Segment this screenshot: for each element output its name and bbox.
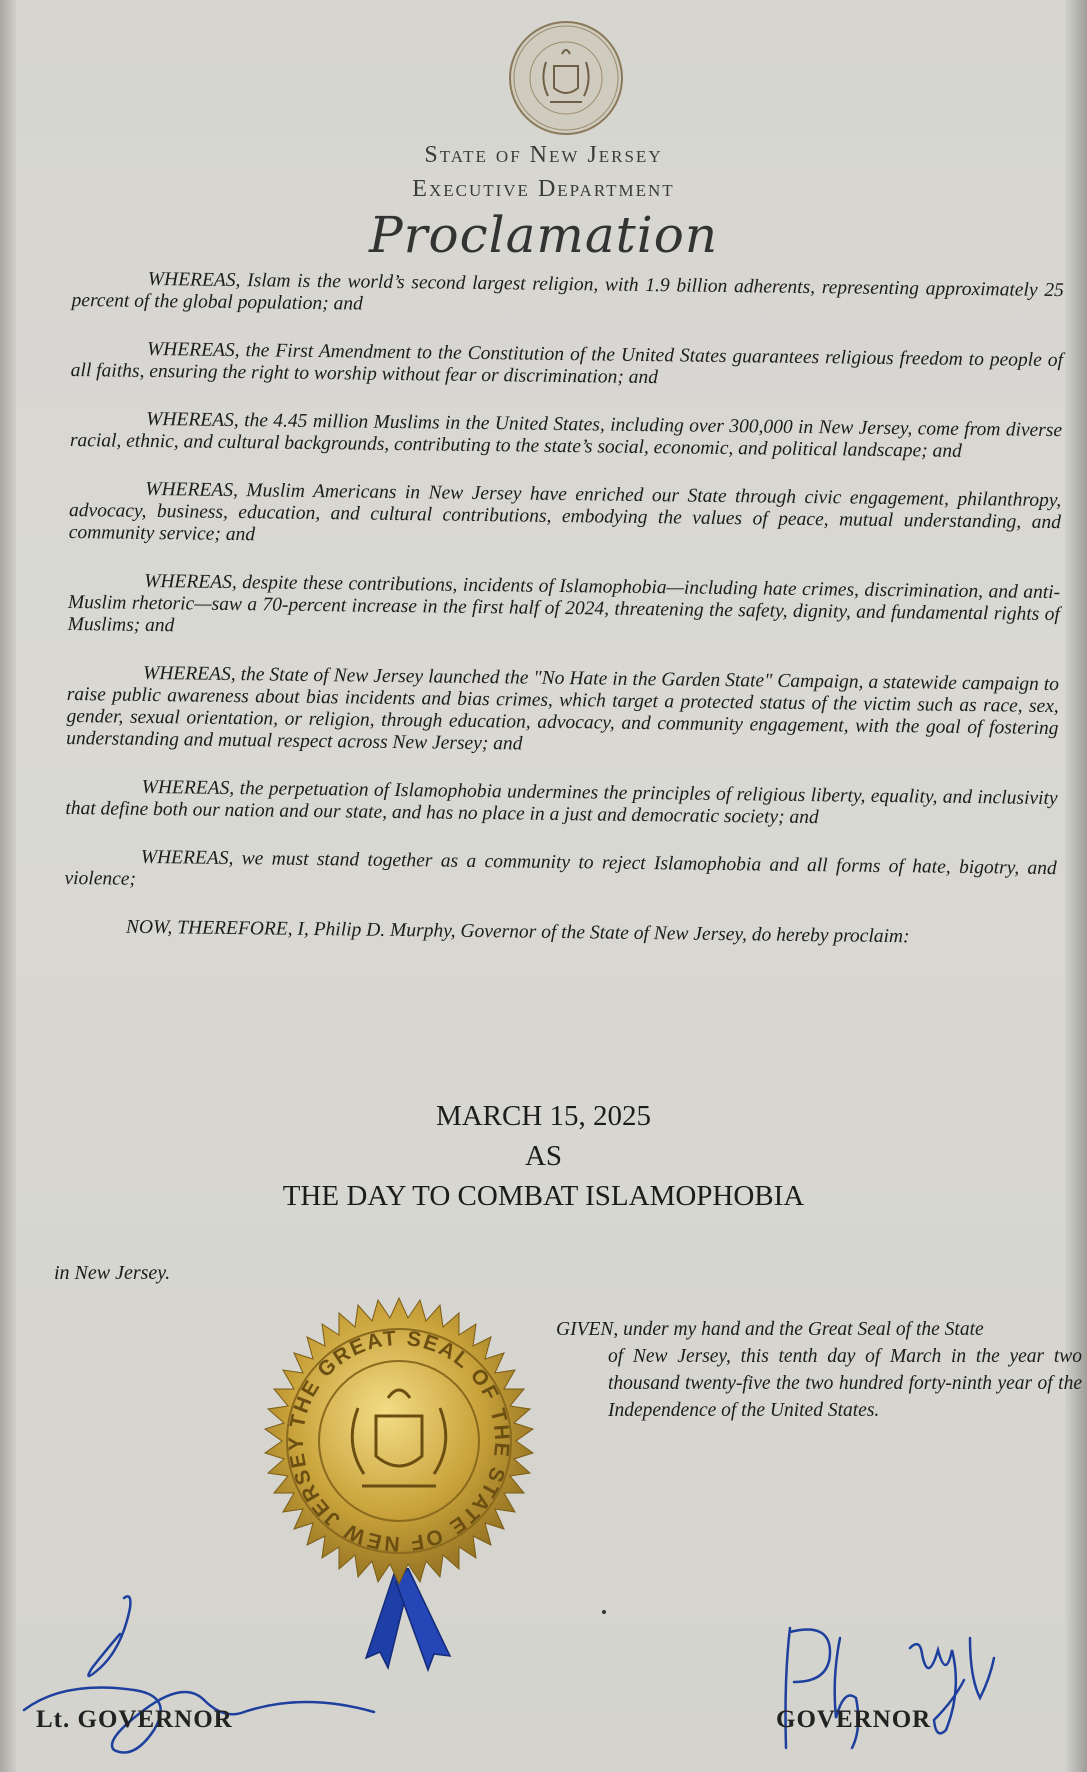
- given-rest: of New Jersey, this tenth day of March in the year two thousand twenty-five the two hundred forty-ninth year of the Independence of the United States.: [608, 1346, 1082, 1421]
- whereas-clause: WHEREAS, the State of New Jersey launched the "No Hate in the Garden State" Campaign, a statewide campaign to raise public awareness about bias incidents and bias crimes, which target a protected status of the victim such as race, sex, gender, sexual orientation, or religion, through education, advocacy, and community engagement, with the goal of fostering understanding and mutual respect across New Jersey; and: [66, 662, 1060, 755]
- whereas-clause: WHEREAS, the First Amendment to the Constitution of the United States guarantees religious freedom to people of all faiths, ensuring the right to worship without fear or discrimination; and: [70, 338, 1064, 389]
- given-clause: [556, 1316, 1082, 1424]
- governor-label: GOVERNOR: [776, 1706, 932, 1733]
- state-heading: State of New Jersey: [424, 142, 663, 168]
- seal-lettering: THE GREAT SEAL OF THE STATE OF NEW JERSEY: [284, 1326, 514, 1556]
- paper-edge-left: [0, 0, 16, 1772]
- gold-great-seal-icon: [254, 1296, 544, 1586]
- in-new-jersey: in New Jersey.: [54, 1262, 171, 1284]
- whereas-clause: WHEREAS, despite these contributions, incidents of Islamophobia—including hate crimes, discrimination, and anti-Muslim rhetoric—saw a 70-percent increase in the first half of 2024, threatening the safety, dignity, and fundamental rights of Muslims; and: [67, 570, 1061, 637]
- governor-signature: [760, 1618, 1060, 1768]
- department-heading: Executive Department: [412, 176, 675, 202]
- declaration-as: AS: [524, 1140, 563, 1172]
- declaration-date: MARCH 15, 2025: [435, 1100, 652, 1132]
- lt-governor-signature: [20, 1590, 390, 1760]
- lt-governor-label: Lt. GOVERNOR: [36, 1706, 233, 1733]
- paper-edge-right: [1065, 0, 1087, 1772]
- given-first-line: GIVEN, under my hand and the Great Seal of the State: [556, 1319, 984, 1340]
- ink-dot: [602, 1610, 606, 1614]
- proclaim-statement: NOW, THEREFORE, I, Philip D. Murphy, Governor of the State of New Jersey, do hereby proclaim:: [125, 916, 910, 948]
- proclamation-title: Proclamation: [368, 206, 719, 264]
- whereas-clause: WHEREAS, the 4.45 million Muslims in the United States, including over 300,000 in New Jersey, come from diverse racial, ethnic, and cultural backgrounds, contributing to the state’s social, economic, and political landscape; and: [69, 408, 1063, 462]
- declaration: [0, 1096, 1087, 1216]
- whereas-clauses: [63, 268, 1063, 976]
- whereas-clause: WHEREAS, the perpetuation of Islamophobia undermines the principles of religious liberty, equality, and inclusivity that define both our nation and our state, and has no place in a just and democratic society; and: [65, 776, 1058, 829]
- embossed-state-seal-icon: [506, 18, 626, 138]
- whereas-clause: WHEREAS, Islam is the world’s second largest religion, with 1.9 billion adherents, representing approximately 25 percent of the global population; and: [71, 268, 1064, 315]
- whereas-clause: WHEREAS, we must stand together as a community to reject Islamophobia and all forms of hate, bigotry, and violence;: [64, 846, 1057, 890]
- declaration-name: THE DAY TO COMBAT ISLAMOPHOBIA: [282, 1180, 805, 1212]
- whereas-clause: WHEREAS, Muslim Americans in New Jersey have enriched our State through civic engagement, philanthropy, advocacy, business, education, and cultural contributions, embodying the values of peace, mutual understanding, and community service; and: [68, 478, 1062, 546]
